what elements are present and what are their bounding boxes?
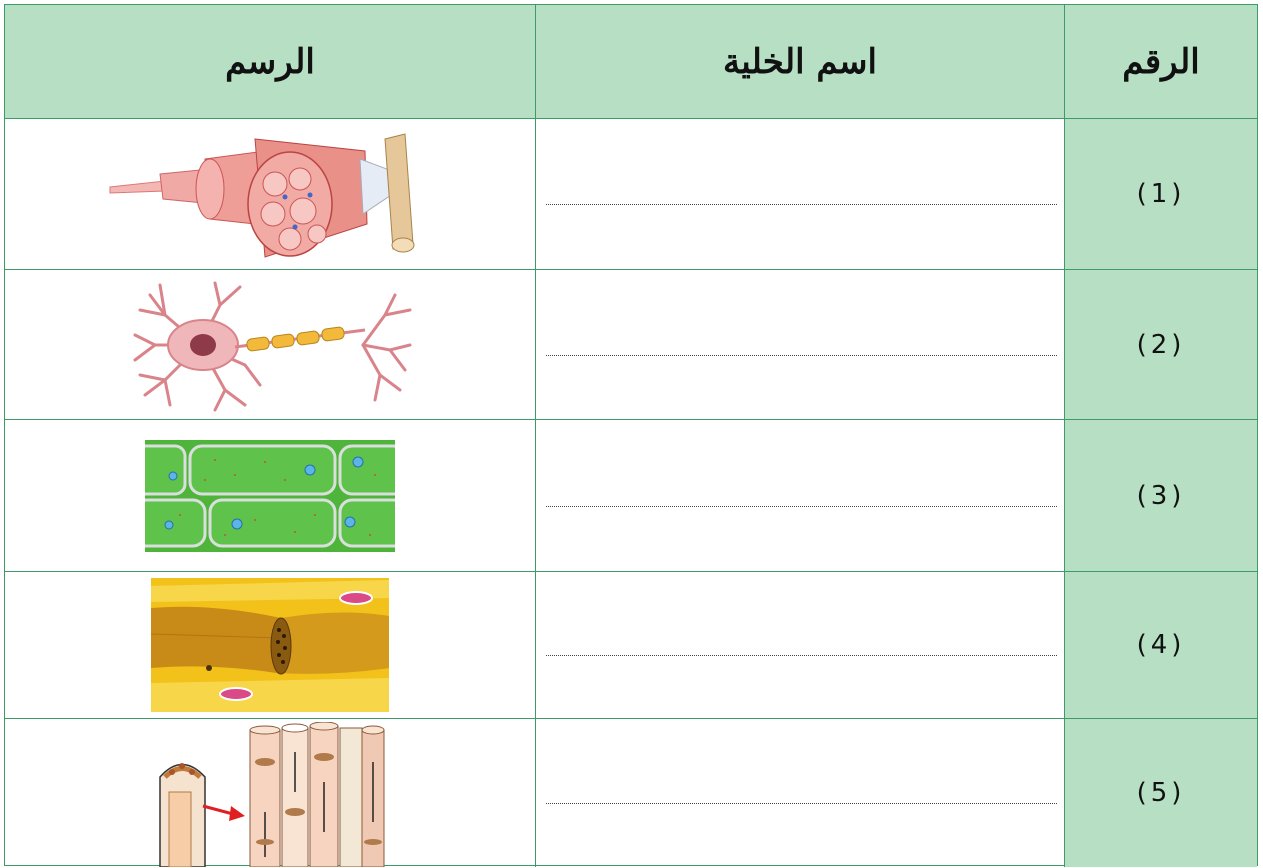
cell-name-answer-field[interactable]: [535, 719, 1065, 867]
header-cell-name: اسم الخلية: [535, 5, 1065, 118]
cell-table: [4, 4, 1258, 866]
row-number: (4): [1136, 630, 1186, 660]
drawing-cell: [5, 119, 535, 269]
table-row: [5, 269, 1257, 419]
table-header-row: [5, 5, 1257, 118]
drawing-cell: [5, 572, 535, 718]
cell-name-answer-field[interactable]: [535, 420, 1065, 571]
row-number-cell: [1065, 420, 1257, 571]
table-row: [5, 571, 1257, 718]
sieve-tube-illustration: [151, 578, 389, 712]
row-number: (1): [1136, 179, 1186, 209]
plant-parenchyma-cells-illustration: [145, 440, 395, 552]
table-row: [5, 718, 1257, 867]
drawing-cell: [5, 719, 535, 867]
row-number: (5): [1136, 778, 1186, 808]
dotted-answer-line: [546, 355, 1057, 356]
muscle-fiber-bundle-illustration: [105, 129, 435, 259]
drawing-cell: [5, 420, 535, 571]
cell-name-answer-field[interactable]: [535, 572, 1065, 718]
dotted-answer-line: [546, 655, 1057, 656]
row-number-cell: [1065, 119, 1257, 269]
cell-name-answer-field[interactable]: [535, 119, 1065, 269]
dotted-answer-line: [546, 506, 1057, 507]
dotted-answer-line: [546, 204, 1057, 205]
row-number-cell: [1065, 719, 1257, 867]
xylem-vessels-illustration: [155, 722, 385, 867]
row-number-cell: [1065, 572, 1257, 718]
neuron-illustration: [125, 275, 415, 415]
drawing-cell: [5, 270, 535, 419]
dotted-answer-line: [546, 803, 1057, 804]
row-number: (2): [1136, 329, 1186, 360]
cell-name-answer-field[interactable]: [535, 270, 1065, 419]
row-number-cell: [1065, 270, 1257, 419]
header-number: الرقم: [1065, 5, 1257, 118]
header-drawing: الرسم: [225, 41, 315, 82]
row-number: (3): [1136, 480, 1186, 511]
table-row: [5, 118, 1257, 269]
table-row: [5, 419, 1257, 571]
